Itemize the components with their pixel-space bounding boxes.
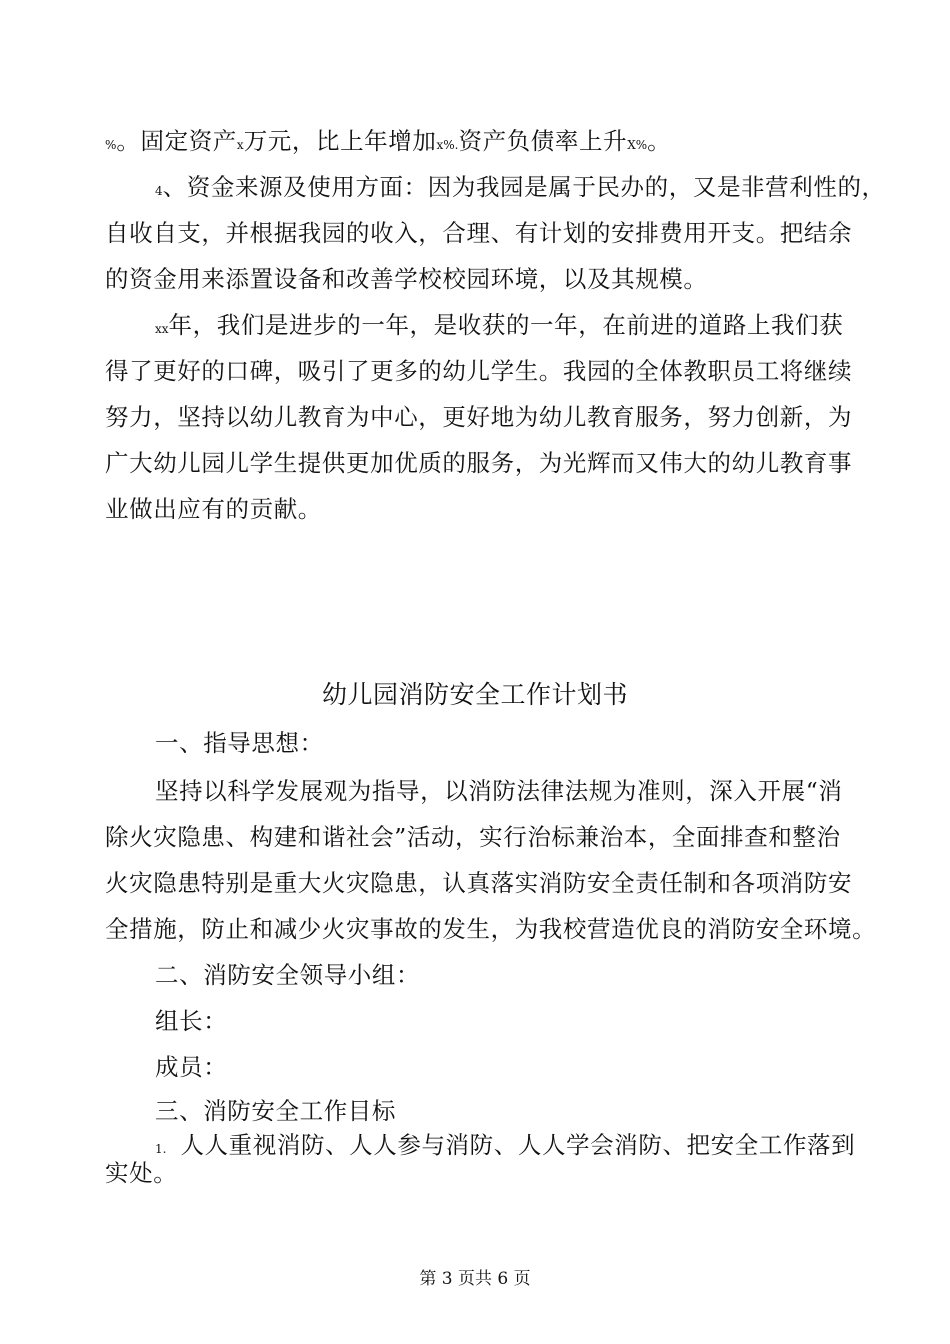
list-number: 1. [155, 1142, 167, 1156]
text-fragment: 、资金来源及使用方面：因为我园是属于民办的，又是非营利性的， [162, 173, 886, 201]
summary-line-3: 努力，坚持以幼儿教育为中心，更好地为幼儿教育服务，努力创新，为 [105, 403, 853, 431]
section-3-heading: 三、消防安全工作目标 [155, 1097, 396, 1125]
text-fragment: 。固定资产 [116, 127, 237, 155]
text-fragment: xx [155, 322, 169, 336]
document-title: 幼儿园消防安全工作计划书 [321, 680, 628, 709]
paragraph-4-line-2: 自收自支，并根据我园的收入，合理、有计划的安排费用开支。把结余 [105, 219, 853, 247]
summary-line-2: 得了更好的口碑，吸引了更多的幼儿学生。我园的全体教职员工将继续 [105, 357, 853, 385]
text-fragment: x [236, 138, 244, 152]
text-fragment: 万元，比上年增加 [243, 127, 437, 155]
section-1-line-3: 火灾隐患特别是重大火灾隐患，认真落实消防安全责任制和各项消防安 [105, 869, 853, 897]
section-1-line-4: 全措施，防止和减少火灾事故的发生，为我校营造优良的消防安全环境。 [105, 915, 877, 943]
section-1-line-1: 坚持以科学发展观为指导，以消防法律法规为准则，深入开展“消 [155, 777, 843, 805]
summary-line-4: 广大幼儿园儿学生提供更加优质的服务，为光辉而又伟大的幼儿教育事 [105, 449, 853, 477]
text-fragment: 年，我们是进步的一年，是收获的一年，在前进的道路上我们获 [168, 311, 844, 339]
paragraph-4-line-1 [155, 164, 915, 214]
text-fragment: 人人重视消防、人人参与消防、人人学会消防、把安全工作落到 [180, 1131, 856, 1159]
members-label: 成员： [155, 1053, 228, 1081]
text-fragment: % [105, 138, 117, 152]
summary-line-1 [155, 302, 915, 352]
text-line [105, 118, 865, 168]
section-1-heading: 一、指导思想： [155, 729, 324, 757]
page-footer: 第 3 页共 6 页 [419, 1269, 531, 1289]
section-2-heading: 二、消防安全领导小组： [155, 961, 421, 989]
summary-line-5: 业做出应有的贡献。 [105, 495, 322, 523]
text-fragment: 。 [647, 127, 672, 155]
text-fragment: x%. [436, 138, 459, 152]
section-1-line-2: 除火灾隐患、构建和谐社会”活动，实行治标兼治本，全面排查和整治 [105, 823, 841, 851]
paragraph-4-line-3: 的资金用来添置设备和改善学校校园环境，以及其规模。 [105, 265, 708, 293]
text-fragment: 资产负债率上升 [458, 127, 628, 155]
leader-label: 组长： [155, 1007, 228, 1035]
section-3-item-1-line-2: 实处。 [105, 1159, 178, 1187]
list-number: 4 [155, 184, 163, 198]
text-fragment: X% [627, 138, 648, 152]
